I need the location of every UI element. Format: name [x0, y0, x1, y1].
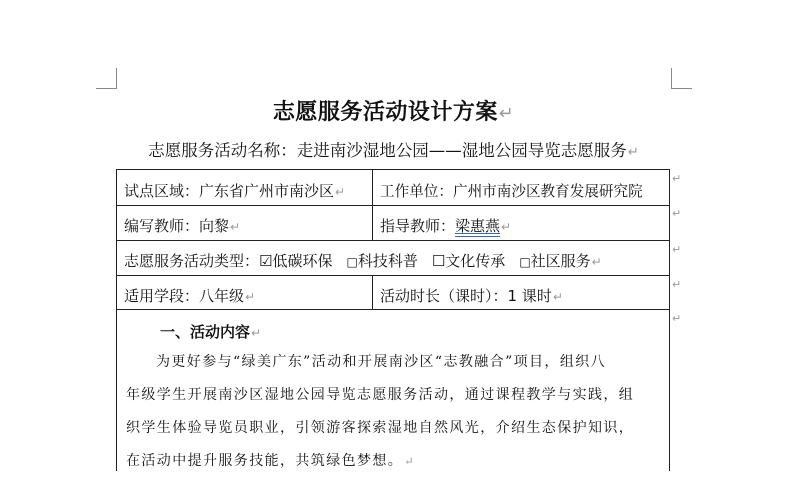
row-end-mark-icon: ↵ — [672, 172, 682, 185]
paragraph-mark-icon: ↵ — [230, 220, 241, 234]
table-divider-upper — [372, 169, 373, 240]
grade-cell[interactable] — [124, 285, 255, 306]
activity-type-label: 志愿服务活动类型： — [124, 252, 260, 270]
document-title[interactable] — [116, 95, 671, 126]
content-line: 织学生体验导览员职业，引领游客探索湿地自然风光，介绍生态保护知识， — [126, 420, 635, 436]
checkbox-low-carbon[interactable]: ☑ — [259, 252, 273, 270]
duration-text: 活动时长（课时）：1 课时 — [380, 287, 552, 305]
document-title-text: 志愿服务活动设计方案 — [272, 100, 498, 125]
row-end-mark-icon: ↵ — [672, 278, 682, 291]
content-line: 年级学生开展南沙区湿地公园导览志愿服务活动，通过课程教学与实践，组 — [126, 387, 635, 403]
advisor-name: 梁惠燕 — [455, 217, 501, 235]
table-border-top — [116, 169, 669, 170]
work-unit-text: 工作单位：广州市南沙区教育发展研究院 — [380, 183, 643, 200]
checkbox-community[interactable]: □ — [519, 255, 531, 269]
pilot-area-cell[interactable] — [124, 180, 345, 201]
table-border-left — [116, 169, 117, 471]
advisor-cell[interactable] — [380, 215, 511, 236]
activity-type-cell[interactable] — [124, 250, 602, 271]
option-culture: 文化传承 — [445, 252, 506, 270]
checkbox-science[interactable]: □ — [346, 255, 358, 269]
paragraph-mark-icon: ↵ — [404, 455, 415, 468]
row-end-mark-icon: ↵ — [672, 243, 682, 256]
content-line-last — [126, 445, 656, 478]
content-paragraph[interactable] — [126, 346, 656, 478]
table-border-right — [669, 169, 670, 471]
paragraph-mark-icon: ↵ — [245, 290, 256, 304]
grade-text: 适用学段：八年级 — [124, 287, 245, 305]
paragraph-mark-icon: ↵ — [627, 145, 639, 160]
table-divider-lower — [372, 275, 373, 309]
row-end-mark-icon: ↵ — [672, 207, 682, 220]
table-border-row4 — [116, 309, 669, 310]
section-heading-text: 一、活动内容 — [160, 323, 251, 341]
activity-name-text: 志愿服务活动名称：走进南沙湿地公园——湿地公园导览志愿服务 — [148, 141, 627, 160]
duration-cell[interactable] — [380, 285, 563, 306]
option-low-carbon: 低碳环保 — [272, 252, 333, 270]
checkbox-culture[interactable]: ☐ — [431, 252, 446, 270]
paragraph-mark-icon: ↵ — [335, 185, 346, 199]
pilot-area-text: 试点区域：广东省广州市南沙区 — [124, 182, 335, 200]
work-unit-cell[interactable] — [380, 180, 643, 201]
paragraph-mark-icon: ↵ — [251, 326, 262, 340]
option-science: 科技科普 — [357, 252, 418, 270]
crop-mark-top-left — [96, 68, 117, 89]
row-end-mark-icon: ↵ — [672, 312, 682, 325]
section-heading[interactable] — [160, 321, 261, 342]
content-line-text: 在活动中提升服务技能，共筑绿色梦想。 — [126, 453, 404, 469]
paragraph-mark-icon: ↵ — [591, 255, 602, 269]
option-community: 社区服务 — [530, 252, 591, 270]
paragraph-mark-icon: ↵ — [552, 290, 563, 304]
table-border-row1 — [116, 205, 669, 206]
paragraph-mark-icon: ↵ — [498, 104, 515, 124]
table-border-row3 — [116, 275, 669, 276]
author-cell[interactable] — [124, 215, 240, 236]
advisor-label: 指导教师： — [380, 217, 456, 235]
crop-mark-top-right — [671, 68, 692, 89]
content-line: 为更好参与“绿美广东”活动和开展南沙区“志教融合”项目，组织八 — [156, 354, 607, 370]
author-text: 编写教师：向黎 — [124, 217, 230, 235]
activity-name[interactable] — [116, 137, 671, 161]
table-border-row2 — [116, 240, 669, 241]
paragraph-mark-icon: ↵ — [501, 220, 512, 234]
